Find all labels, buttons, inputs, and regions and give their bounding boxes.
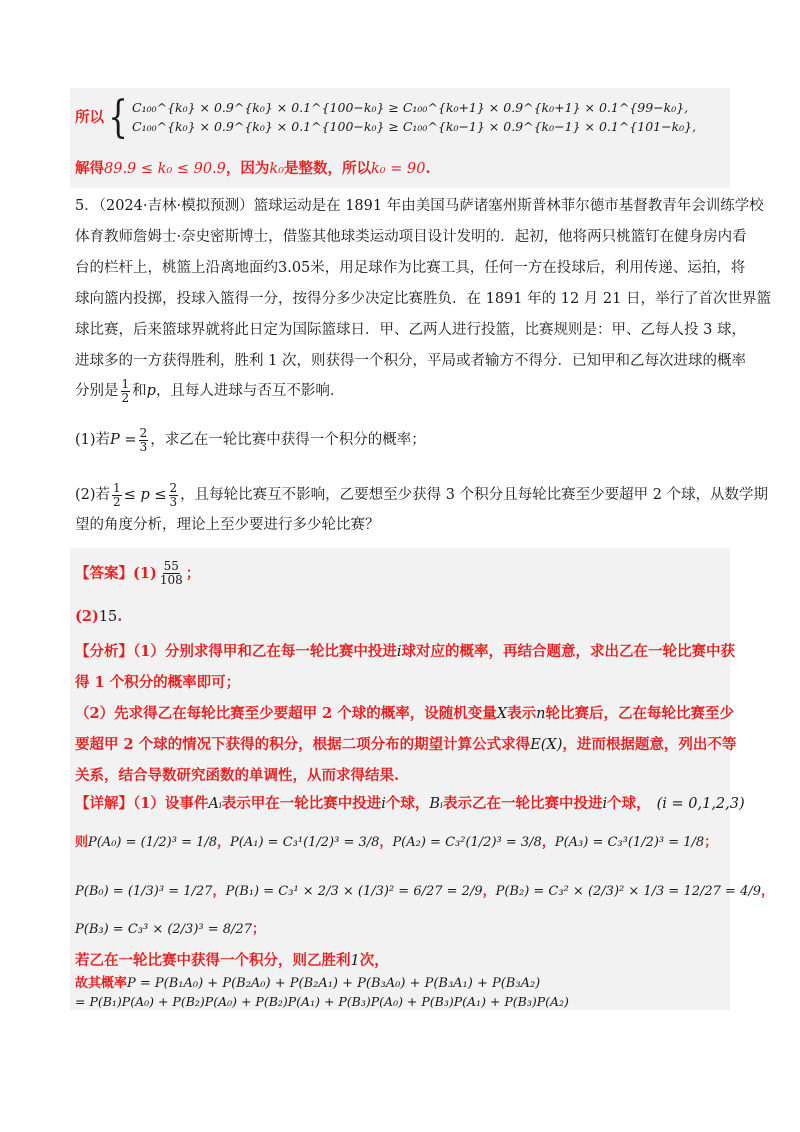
analysis-line-1 [75, 643, 735, 661]
problem-line-7 [75, 378, 344, 405]
q2-text: ，且每轮比赛互不影响，乙要想至少获得 3 个积分且每轮比赛至少要超甲 2 个球，从数学期 [180, 486, 769, 503]
analysis-4c: ，进而根据题意，列出不等 [562, 736, 737, 753]
detail-pb3-row: P(B₃) = C₃³ × (2/3)³ = 8/27； [75, 922, 265, 937]
problem-line-3: 台的栏杆上，桃篮上沿离地面约3.05米，用足球作为比赛工具，任何一方在投球后，利用传递、运拍，将 [75, 260, 746, 276]
detail-expand-line [75, 994, 569, 1009]
q2-p-range: ≤ p ≤ [123, 486, 167, 503]
solve-result-line [75, 160, 431, 178]
system-inequality-row [75, 91, 697, 143]
detail-line-1 [75, 795, 745, 813]
analysis-tag: 【分析】 [75, 643, 133, 660]
win-count: 1 [350, 953, 360, 969]
p-variable: p [146, 382, 156, 399]
analysis-n: n [536, 706, 546, 722]
analysis-i: i [396, 644, 402, 660]
detail-i-1: i [381, 796, 386, 812]
prob-a3: P(A₃) = C₃³(1/2)³ = 1/8 [554, 835, 705, 850]
detail-win-line [75, 952, 389, 970]
prob-b3: P(B₃) = C₃³ × (2/3)³ = 8/27 [75, 922, 252, 937]
fraction-one-half-q2: $\frac{1}{2}$ [113, 481, 121, 510]
analysis-line-4 [75, 736, 736, 754]
inequality-1: C₁₀₀^{k₀} × 0.9^{k₀} × 0.1^{100−k₀} ≥ C₁₀₀^{k₀+1} × 0.9^{k₀+1} × 0.1^{99−k₀}, [132, 100, 689, 115]
answer-2-label: (2) [75, 608, 99, 625]
prob-expression: P = P(B₁A₀) + P(B₂A₀) + P(B₂A₁) + P(B₃A₀) + P(B₃A₁) + P(B₃A₂) [127, 976, 541, 991]
question-1 [75, 427, 426, 454]
prob-b1: P(B₁) = C₃¹ × 2/3 × (1/3)² = 6/27 = 2/9 [225, 884, 483, 899]
independence-text: ，且每人进球与否互不影响． [155, 382, 345, 399]
question-2 [75, 482, 768, 509]
win-end: 次， [359, 952, 389, 969]
index-range: (i = 0,1,2,3) [656, 796, 745, 812]
analysis-1a: （1）分别求得甲和乙在每一轮比赛中投进 [133, 643, 397, 660]
analysis-3e: 轮比赛后，乙在每轮比赛至少 [545, 705, 734, 722]
inequality-2: C₁₀₀^{k₀} × 0.9^{k₀} × 0.1^{100−k₀} ≥ C₁₀₀^{k₀−1} × 0.9^{k₀−1} × 0.1^{101−k₀}, [132, 119, 697, 135]
answer-1-numerator: 55 [163, 559, 179, 573]
solve-because: ，因为 [225, 160, 270, 177]
fraction-two-thirds: $\frac{2}{3}$ [139, 426, 148, 455]
solve-integer-text: 是整数，所以 [284, 160, 372, 177]
detail-pb-row: P(B₀) = (1/3)³ = 1/27，P(B₁) = C₃¹ × 2/3 × (1/3)² = 6/27 = 2/9，P(B₂) = C₃² × (2/3)² × 1/3 = 12/27 = 4/9， [75, 884, 775, 899]
answer-1-line [75, 560, 200, 587]
solve-period: . [425, 160, 431, 177]
and-text: 和 [132, 382, 147, 399]
analysis-4a: 要超甲 2 个球的情况下获得的积分，根据二项分布的期望计算公式求得 [75, 736, 531, 753]
event-b: Bᵢ [429, 796, 443, 812]
answer-1-fraction [159, 560, 184, 587]
q2-label: (2)若 [75, 486, 111, 503]
analysis-ex: E(X) [530, 737, 563, 753]
detail-tag: 【详解】 [75, 795, 133, 812]
solve-k0-value: k₀ = 90 [371, 161, 426, 177]
prob-a2: P(A₂) = C₃²(1/2)³ = 3/8 [392, 835, 542, 850]
prob-a1: P(A₁) = C₃¹(1/2)³ = 3/8 [230, 835, 380, 850]
analysis-x: X [496, 706, 508, 722]
prob-b0: P(B₀) = (1/3)³ = 1/27 [75, 884, 213, 899]
answer-2-end: . [117, 608, 123, 625]
inequality-system [132, 98, 696, 137]
detail-1c: 表示甲在一轮比赛中投进 [221, 795, 382, 812]
problem-line-2: 体育教师詹姆士·奈史密斯博士，借鉴其他球类运动项目设计发明的．起初，他将两只桃篮钉在健身房内看 [75, 229, 747, 245]
prob-label: 故其概率 [75, 976, 128, 991]
prob-a0: P(A₀) = (1/2)³ = 1/8 [88, 835, 218, 850]
fraction-two-thirds-q2: $\frac{2}{3}$ [169, 481, 178, 510]
question-2-cont: 望的角度分析，理论上至少要进行多少轮比赛？ [75, 517, 380, 533]
answer-1-end: ； [185, 564, 201, 582]
fraction-one-half: $\frac{1}{2}$ [121, 377, 130, 406]
detail-1a: （1）设事件 [133, 795, 209, 812]
problem-line-6: 进球多的一方获得胜利，胜利 1 次，则获得一个积分，平局或者输方不得分．已知甲和乙每次进球的概率 [75, 353, 746, 369]
detail-1i: 个球， [607, 795, 651, 812]
analysis-3c: 表示 [507, 705, 537, 722]
prob-b2: P(B₂) = C₃² × (2/3)² × 1/3 = 12/27 = 4/9 [495, 884, 762, 899]
detail-prob-line [75, 976, 540, 992]
prob-expansion: = P(B₁)P(A₀) + P(B₂)P(A₀) + P(B₂)P(A₁) + P(B₃)P(A₀) + P(B₃)P(A₁) + P(B₃)P(A₂) [75, 994, 569, 1009]
answer-1-denominator: 108 [159, 573, 183, 588]
problem-line-4: 球向篮内投掷，投球入篮得一分，按得分多少决定比赛胜负．在 1891 年的 12 月 21 日，举行了首次世界篮 [75, 291, 771, 307]
so-label: 所以 [75, 108, 104, 126]
analysis-line-5: 关系，结合导数研究函数的单调性，从而求得结果. [75, 767, 400, 784]
answer-2-line [75, 608, 122, 626]
left-brace: { [108, 91, 128, 143]
detail-pa-row: 则P(A₀) = (1/2)³ = 1/8，P(A₁) = C₃¹(1/2)³ = 3/8，P(A₂) = C₃²(1/2)³ = 3/8，P(A₃) = C₃³(1/2)³ = 1/8； [75, 835, 718, 850]
solve-range: 89.9 ≤ k₀ ≤ 90.9 [104, 161, 226, 177]
answer-tag: 【答案】 [75, 564, 133, 582]
analysis-line-3 [75, 705, 734, 723]
q1-text: ，求乙在一轮比赛中获得一个积分的概率； [150, 431, 426, 448]
solve-k0: k₀ [269, 161, 285, 177]
problem-line-5: 球比赛，后来篮球界就将此日定为国际篮球日．甲、乙两人进行投篮，比赛规则是：甲、乙每人投 3 球， [75, 322, 746, 338]
q1-label: (1)若 [75, 431, 111, 448]
win-text: 若乙在一轮比赛中获得一个积分，则乙胜利 [75, 952, 351, 969]
probability-intro: 分别是 [75, 382, 119, 399]
answer-1-label: (1) [133, 564, 157, 582]
solve-label: 解得 [75, 160, 104, 177]
then-label: 则 [75, 835, 89, 850]
event-a: Aᵢ [208, 796, 222, 812]
detail-1g: 表示乙在一轮比赛中投进 [442, 795, 603, 812]
q1-p-equals: P = [110, 431, 137, 448]
analysis-3a: （2）先求得乙在每轮比赛至少要超甲 2 个球的概率，设随机变量 [75, 705, 497, 722]
answer-2-value: 15 [98, 609, 118, 625]
analysis-1c: 球对应的概率，再结合题意，求出乙在一轮比赛中获 [401, 643, 735, 660]
problem-line-1: 5．（2024·吉林·模拟预测）篮球运动是在 1891 年由美国马萨诸塞州斯普林菲尔德市基督教青年会训练学校 [75, 198, 764, 214]
detail-1e: 个球， [385, 795, 430, 812]
analysis-line-2: 得 1 个积分的概率即可； [75, 674, 241, 691]
detail-i-2: i [602, 796, 608, 812]
